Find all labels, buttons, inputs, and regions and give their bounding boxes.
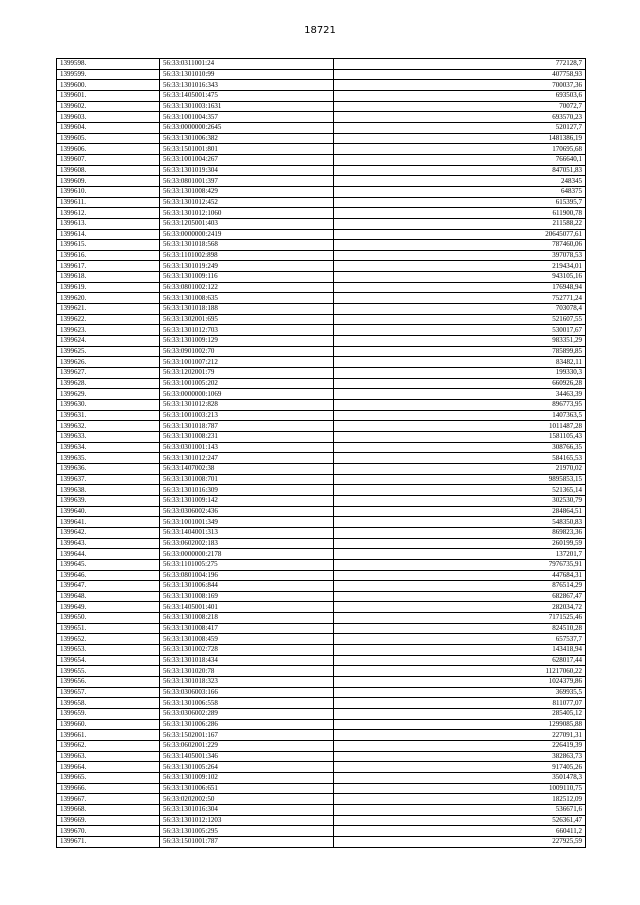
value-cell: 11217060,22 (334, 666, 586, 677)
value-cell: 369935,5 (334, 687, 586, 698)
cadastral-number-cell: 56:33:0602001:229 (160, 741, 334, 752)
table-row (57, 538, 586, 549)
cadastral-number-cell: 56:33:1301019:249 (160, 261, 334, 272)
value-cell: 83482,11 (334, 357, 586, 368)
value-cell: 143418,94 (334, 645, 586, 656)
value-cell: 248345 (334, 176, 586, 187)
row-number-cell: 1399655. (57, 666, 160, 677)
cadastral-number-cell: 56:33:1301012:828 (160, 400, 334, 411)
row-number-cell: 1399622. (57, 314, 160, 325)
value-cell: 284864,51 (334, 506, 586, 517)
value-cell: 943105,16 (334, 272, 586, 283)
row-number-cell: 1399660. (57, 719, 160, 730)
table-row (57, 250, 586, 261)
cadastral-number-cell: 56:33:1301009:102 (160, 772, 334, 783)
value-cell: 397078,53 (334, 250, 586, 261)
cadastral-number-cell: 56:33:1301006:558 (160, 698, 334, 709)
cadastral-number-cell: 56:33:1301010:99 (160, 69, 334, 80)
cadastral-number-cell: 56:33:1001004:357 (160, 112, 334, 123)
cadastral-number-cell: 56:33:1301008:218 (160, 613, 334, 624)
row-number-cell: 1399640. (57, 506, 160, 517)
table-row (57, 186, 586, 197)
cadastral-number-cell: 56:33:0801004:196 (160, 570, 334, 581)
table-row (57, 410, 586, 421)
value-cell: 3501478,3 (334, 772, 586, 783)
cadastral-number-cell: 56:33:1301008:701 (160, 474, 334, 485)
row-number-cell: 1399668. (57, 804, 160, 815)
row-number-cell: 1399600. (57, 80, 160, 91)
value-cell: 847051,83 (334, 165, 586, 176)
value-cell: 682867,47 (334, 591, 586, 602)
value-cell: 703078,4 (334, 304, 586, 315)
value-cell: 20645077,61 (334, 229, 586, 240)
cadastral-number-cell: 56:33:0311001:24 (160, 59, 334, 70)
cadastral-number-cell: 56:33:1407002:38 (160, 463, 334, 474)
value-cell: 811077,07 (334, 698, 586, 709)
value-cell: 526361,47 (334, 815, 586, 826)
table-row (57, 517, 586, 528)
cadastral-number-cell: 56:33:1001005:202 (160, 378, 334, 389)
cadastral-number-cell: 56:33:1501001:801 (160, 144, 334, 155)
row-number-cell: 1399626. (57, 357, 160, 368)
value-cell: 615395,7 (334, 197, 586, 208)
registry-table (56, 58, 586, 848)
cadastral-number-cell: 56:33:0306002:436 (160, 506, 334, 517)
row-number-cell: 1399653. (57, 645, 160, 656)
row-number-cell: 1399615. (57, 240, 160, 251)
page-number: 18721 (304, 25, 336, 36)
cadastral-number-cell: 56:33:1301008:459 (160, 634, 334, 645)
row-number-cell: 1399616. (57, 250, 160, 261)
registry-table-body (57, 59, 586, 848)
cadastral-number-cell: 56:33:1301018:568 (160, 240, 334, 251)
row-number-cell: 1399609. (57, 176, 160, 187)
table-row (57, 709, 586, 720)
table-row (57, 666, 586, 677)
value-cell: 170695,68 (334, 144, 586, 155)
table-row (57, 208, 586, 219)
cadastral-number-cell: 56:33:1001004:267 (160, 154, 334, 165)
value-cell: 648375 (334, 186, 586, 197)
cadastral-number-cell: 56:33:0602002:183 (160, 538, 334, 549)
value-cell: 7976735,91 (334, 559, 586, 570)
value-cell: 219434,01 (334, 261, 586, 272)
cadastral-number-cell: 56:33:0000000:2178 (160, 549, 334, 560)
cadastral-number-cell: 56:33:1001003:213 (160, 410, 334, 421)
cadastral-number-cell: 56:33:1301012:247 (160, 453, 334, 464)
value-cell: 530017,67 (334, 325, 586, 336)
cadastral-number-cell: 56:33:1301020:78 (160, 666, 334, 677)
row-number-cell: 1399639. (57, 495, 160, 506)
row-number-cell: 1399658. (57, 698, 160, 709)
row-number-cell: 1399624. (57, 336, 160, 347)
cadastral-number-cell: 56:33:1301008:635 (160, 293, 334, 304)
cadastral-number-cell: 56:33:1205001:403 (160, 218, 334, 229)
value-cell: 1009110,75 (334, 783, 586, 794)
value-cell: 693503,6 (334, 90, 586, 101)
row-number-cell: 1399602. (57, 101, 160, 112)
value-cell: 876514,29 (334, 581, 586, 592)
value-cell: 285405,12 (334, 709, 586, 720)
cadastral-number-cell: 56:33:1301018:323 (160, 677, 334, 688)
value-cell: 785899,85 (334, 346, 586, 357)
value-cell: 660411,2 (334, 826, 586, 837)
value-cell: 824510,28 (334, 623, 586, 634)
table-row (57, 677, 586, 688)
row-number-cell: 1399630. (57, 400, 160, 411)
table-row (57, 485, 586, 496)
value-cell: 752771,24 (334, 293, 586, 304)
cadastral-number-cell: 56:33:0202002:50 (160, 794, 334, 805)
row-number-cell: 1399636. (57, 463, 160, 474)
cadastral-number-cell: 56:33:1301006:844 (160, 581, 334, 592)
table-row (57, 378, 586, 389)
row-number-cell: 1399607. (57, 154, 160, 165)
row-number-cell: 1399598. (57, 59, 160, 70)
value-cell: 700037,36 (334, 80, 586, 91)
value-cell: 520127,7 (334, 122, 586, 133)
value-cell: 772128,7 (334, 59, 586, 70)
row-number-cell: 1399666. (57, 783, 160, 794)
cadastral-number-cell: 56:33:1405001:475 (160, 90, 334, 101)
cadastral-number-cell: 56:33:1301006:382 (160, 133, 334, 144)
row-number-cell: 1399611. (57, 197, 160, 208)
table-row (57, 346, 586, 357)
cadastral-number-cell: 56:33:1301019:304 (160, 165, 334, 176)
value-cell: 447684,31 (334, 570, 586, 581)
table-row (57, 442, 586, 453)
value-cell: 21970,02 (334, 463, 586, 474)
value-cell: 382863,73 (334, 751, 586, 762)
row-number-cell: 1399647. (57, 581, 160, 592)
row-number-cell: 1399663. (57, 751, 160, 762)
table-row (57, 218, 586, 229)
table-row (57, 282, 586, 293)
table-row (57, 421, 586, 432)
value-cell: 521365,14 (334, 485, 586, 496)
cadastral-number-cell: 56:33:1101002:898 (160, 250, 334, 261)
cadastral-number-cell: 56:33:1301003:1631 (160, 101, 334, 112)
value-cell: 1481386,19 (334, 133, 586, 144)
table-row (57, 144, 586, 155)
row-number-cell: 1399644. (57, 549, 160, 560)
table-row (57, 549, 586, 560)
value-cell: 302530,79 (334, 495, 586, 506)
cadastral-number-cell: 56:33:1502001:167 (160, 730, 334, 741)
row-number-cell: 1399641. (57, 517, 160, 528)
table-row (57, 314, 586, 325)
value-cell: 282034,72 (334, 602, 586, 613)
cadastral-number-cell: 56:33:1301005:264 (160, 762, 334, 773)
value-cell: 660926,28 (334, 378, 586, 389)
table-row (57, 804, 586, 815)
cadastral-number-cell: 56:33:0301001:143 (160, 442, 334, 453)
cadastral-number-cell: 56:33:1301012:1203 (160, 815, 334, 826)
value-cell: 584165,53 (334, 453, 586, 464)
table-row (57, 751, 586, 762)
row-number-cell: 1399646. (57, 570, 160, 581)
value-cell: 657537,7 (334, 634, 586, 645)
row-number-cell: 1399620. (57, 293, 160, 304)
cadastral-number-cell: 56:33:1405001:401 (160, 602, 334, 613)
row-number-cell: 1399633. (57, 431, 160, 442)
cadastral-number-cell: 56:33:1302001:695 (160, 314, 334, 325)
value-cell: 9895853,15 (334, 474, 586, 485)
table-row (57, 229, 586, 240)
row-number-cell: 1399638. (57, 485, 160, 496)
value-cell: 199330,3 (334, 368, 586, 379)
table-row (57, 826, 586, 837)
table-row (57, 613, 586, 624)
table-row (57, 133, 586, 144)
table-row (57, 698, 586, 709)
cadastral-number-cell: 56:33:1301016:343 (160, 80, 334, 91)
row-number-cell: 1399651. (57, 623, 160, 634)
value-cell: 308766,35 (334, 442, 586, 453)
cadastral-number-cell: 56:33:0306002:289 (160, 709, 334, 720)
value-cell: 521607,55 (334, 314, 586, 325)
row-number-cell: 1399664. (57, 762, 160, 773)
row-number-cell: 1399649. (57, 602, 160, 613)
row-number-cell: 1399654. (57, 655, 160, 666)
value-cell: 227091,31 (334, 730, 586, 741)
table-row (57, 112, 586, 123)
value-cell: 137201,7 (334, 549, 586, 560)
table-row (57, 431, 586, 442)
row-number-cell: 1399671. (57, 836, 160, 847)
table-row (57, 836, 586, 847)
cadastral-number-cell: 56:33:1301008:231 (160, 431, 334, 442)
row-number-cell: 1399648. (57, 591, 160, 602)
row-number-cell: 1399614. (57, 229, 160, 240)
cadastral-number-cell: 56:33:1101005:275 (160, 559, 334, 570)
value-cell: 70072,7 (334, 101, 586, 112)
table-row (57, 794, 586, 805)
value-cell: 896773,95 (334, 400, 586, 411)
value-cell: 869823,36 (334, 527, 586, 538)
row-number-cell: 1399613. (57, 218, 160, 229)
row-number-cell: 1399629. (57, 389, 160, 400)
table-row (57, 176, 586, 187)
row-number-cell: 1399628. (57, 378, 160, 389)
row-number-cell: 1399621. (57, 304, 160, 315)
row-number-cell: 1399642. (57, 527, 160, 538)
value-cell: 226419,39 (334, 741, 586, 752)
row-number-cell: 1399617. (57, 261, 160, 272)
cadastral-number-cell: 56:33:1301008:417 (160, 623, 334, 634)
table-row (57, 240, 586, 251)
cadastral-number-cell: 56:33:1405001:346 (160, 751, 334, 762)
value-cell: 787460,06 (334, 240, 586, 251)
table-row (57, 368, 586, 379)
table-row (57, 527, 586, 538)
cadastral-number-cell: 56:33:1301009:142 (160, 495, 334, 506)
table-row (57, 463, 586, 474)
row-number-cell: 1399610. (57, 186, 160, 197)
table-row (57, 336, 586, 347)
value-cell: 1407363,5 (334, 410, 586, 421)
cadastral-number-cell: 56:33:1301008:429 (160, 186, 334, 197)
table-row (57, 90, 586, 101)
cadastral-number-cell: 56:33:1301018:188 (160, 304, 334, 315)
row-number-cell: 1399669. (57, 815, 160, 826)
row-number-cell: 1399661. (57, 730, 160, 741)
table-row (57, 730, 586, 741)
value-cell: 1581105,43 (334, 431, 586, 442)
cadastral-number-cell: 56:33:0901002:70 (160, 346, 334, 357)
table-row (57, 80, 586, 91)
row-number-cell: 1399603. (57, 112, 160, 123)
value-cell: 1024379,86 (334, 677, 586, 688)
row-number-cell: 1399619. (57, 282, 160, 293)
row-number-cell: 1399635. (57, 453, 160, 464)
row-number-cell: 1399657. (57, 687, 160, 698)
cadastral-number-cell: 56:33:1301018:787 (160, 421, 334, 432)
table-row (57, 741, 586, 752)
table-row (57, 293, 586, 304)
cadastral-number-cell: 56:33:1301006:651 (160, 783, 334, 794)
table-row (57, 400, 586, 411)
row-number-cell: 1399670. (57, 826, 160, 837)
cadastral-number-cell: 56:33:1001001:349 (160, 517, 334, 528)
row-number-cell: 1399659. (57, 709, 160, 720)
table-row (57, 591, 586, 602)
cadastral-number-cell: 56:33:1001007:212 (160, 357, 334, 368)
table-row (57, 762, 586, 773)
value-cell: 917405,26 (334, 762, 586, 773)
table-row (57, 634, 586, 645)
row-number-cell: 1399632. (57, 421, 160, 432)
table-row (57, 815, 586, 826)
table-row (57, 389, 586, 400)
cadastral-number-cell: 56:33:1301012:452 (160, 197, 334, 208)
table-row (57, 602, 586, 613)
row-number-cell: 1399599. (57, 69, 160, 80)
value-cell: 407758,93 (334, 69, 586, 80)
value-cell: 536671,6 (334, 804, 586, 815)
value-cell: 211588,22 (334, 218, 586, 229)
cadastral-number-cell: 56:33:1301018:434 (160, 655, 334, 666)
table-row (57, 623, 586, 634)
row-number-cell: 1399667. (57, 794, 160, 805)
cadastral-number-cell: 56:33:1301016:304 (160, 804, 334, 815)
row-number-cell: 1399606. (57, 144, 160, 155)
row-number-cell: 1399665. (57, 772, 160, 783)
table-row (57, 506, 586, 517)
table-row (57, 154, 586, 165)
table-row (57, 453, 586, 464)
row-number-cell: 1399656. (57, 677, 160, 688)
value-cell: 1299085,88 (334, 719, 586, 730)
value-cell: 983351,29 (334, 336, 586, 347)
cadastral-number-cell: 56:33:0801002:122 (160, 282, 334, 293)
row-number-cell: 1399605. (57, 133, 160, 144)
cadastral-number-cell: 56:33:1501001:787 (160, 836, 334, 847)
value-cell: 176948,94 (334, 282, 586, 293)
cadastral-number-cell: 56:33:1301006:286 (160, 719, 334, 730)
cadastral-number-cell: 56:33:1301012:703 (160, 325, 334, 336)
value-cell: 766640,1 (334, 154, 586, 165)
row-number-cell: 1399631. (57, 410, 160, 421)
row-number-cell: 1399645. (57, 559, 160, 570)
row-number-cell: 1399604. (57, 122, 160, 133)
table-row (57, 495, 586, 506)
row-number-cell: 1399643. (57, 538, 160, 549)
value-cell: 34463,39 (334, 389, 586, 400)
cadastral-number-cell: 56:33:0801001:397 (160, 176, 334, 187)
cadastral-number-cell: 56:33:1301009:129 (160, 336, 334, 347)
row-number-cell: 1399608. (57, 165, 160, 176)
table-row (57, 474, 586, 485)
value-cell: 693570,23 (334, 112, 586, 123)
row-number-cell: 1399662. (57, 741, 160, 752)
cadastral-number-cell: 56:33:1301005:295 (160, 826, 334, 837)
row-number-cell: 1399634. (57, 442, 160, 453)
table-row (57, 261, 586, 272)
table-row (57, 325, 586, 336)
table-row (57, 101, 586, 112)
row-number-cell: 1399652. (57, 634, 160, 645)
cadastral-number-cell: 56:33:1301016:309 (160, 485, 334, 496)
table-row (57, 304, 586, 315)
table-row (57, 719, 586, 730)
table-row (57, 772, 586, 783)
cadastral-number-cell: 56:33:0000000:1069 (160, 389, 334, 400)
value-cell: 1011487,28 (334, 421, 586, 432)
value-cell: 227925,59 (334, 836, 586, 847)
table-row (57, 570, 586, 581)
cadastral-number-cell: 56:33:1301012:1060 (160, 208, 334, 219)
cadastral-number-cell: 56:33:0000000:2419 (160, 229, 334, 240)
table-row (57, 645, 586, 656)
cadastral-number-cell: 56:33:1404001:313 (160, 527, 334, 538)
table-row (57, 197, 586, 208)
table-row (57, 357, 586, 368)
row-number-cell: 1399637. (57, 474, 160, 485)
cadastral-number-cell: 56:33:1301008:169 (160, 591, 334, 602)
value-cell: 548350,83 (334, 517, 586, 528)
value-cell: 7171525,46 (334, 613, 586, 624)
row-number-cell: 1399612. (57, 208, 160, 219)
cadastral-number-cell: 56:33:0306003:166 (160, 687, 334, 698)
value-cell: 182512,09 (334, 794, 586, 805)
value-cell: 611900,78 (334, 208, 586, 219)
table-row (57, 783, 586, 794)
row-number-cell: 1399625. (57, 346, 160, 357)
table-row (57, 687, 586, 698)
table-row (57, 581, 586, 592)
table-row (57, 272, 586, 283)
cadastral-number-cell: 56:33:0000000:2645 (160, 122, 334, 133)
row-number-cell: 1399650. (57, 613, 160, 624)
row-number-cell: 1399601. (57, 90, 160, 101)
table-row (57, 655, 586, 666)
table-row (57, 165, 586, 176)
table-row (57, 122, 586, 133)
row-number-cell: 1399618. (57, 272, 160, 283)
value-cell: 260199,59 (334, 538, 586, 549)
table-row (57, 559, 586, 570)
value-cell: 628017,44 (334, 655, 586, 666)
row-number-cell: 1399623. (57, 325, 160, 336)
table-row (57, 59, 586, 70)
cadastral-number-cell: 56:33:1301009:116 (160, 272, 334, 283)
table-row (57, 69, 586, 80)
row-number-cell: 1399627. (57, 368, 160, 379)
cadastral-number-cell: 56:33:1301002:728 (160, 645, 334, 656)
cadastral-number-cell: 56:33:1202001:79 (160, 368, 334, 379)
